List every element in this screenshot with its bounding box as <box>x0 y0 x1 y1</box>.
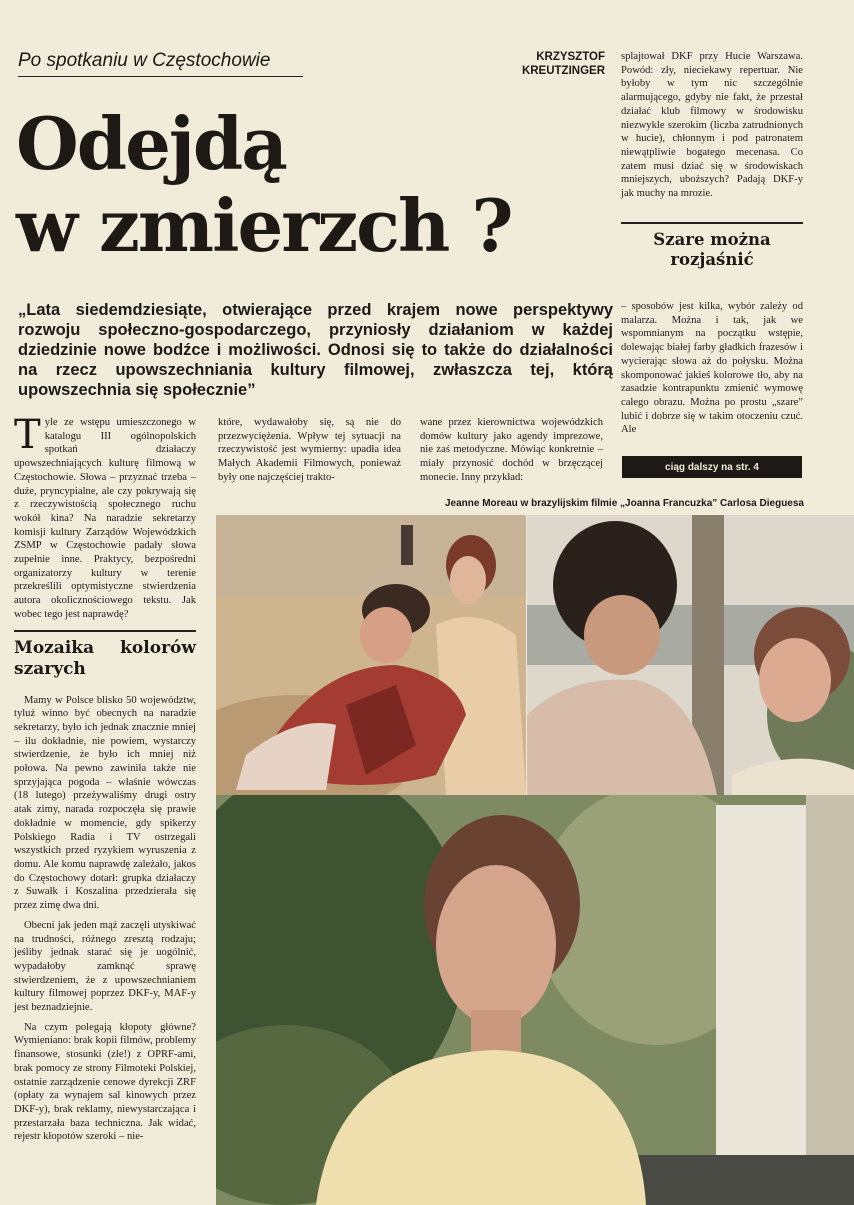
column-1 <box>14 412 196 1144</box>
film-still-embrace <box>216 515 526 795</box>
col4-bottom-text: – sposobów jest kilka, wybór zależy od malarza. Można i tak, jak we wspomnianym na początku wstępie, dolewając białej farby gładkich frazesów i wycierając słowa aż do połysku. Można skomponować jakieś kolorowe tło, aby na zasadzie kontrapunktu zmienić wymowę całego obrazu. Można po prostu „szare” lubić i dobrze się w takim otoczeniu czuć. Ale <box>621 301 803 436</box>
author-last-name: KREUTZINGER <box>521 65 605 77</box>
photo-caption: Jeanne Moreau w brazylijskim filmie „Joanna Francuzka” Carlosa Dieguesa <box>444 498 804 509</box>
col1-paragraph-1: Mamy w Polsce blisko 50 województw, tyluż winno być obecnych na naradzie sekretarzy, było ich jednak znacznie mniej – ilu dokładnie, nie powiem, wystarczy stwierdzenie, że było ich mniej niż połowa. Na pewno zawiniła także nie sprzyjająca pogoda – właśnie wówczas (18 lutego) przeżywaliśmy drugi ostry atak zimy, narada rozpoczęła się prawie dokładnie w momencie, gdy spikerzy Polskiego Radia i TV ostrzegali wszystkich przed ryzykiem wyruszenia z domu. Ale komu naprawdę zależało, jakos do Częstochowy dotarł: grupka działaczy z Suwałk i Koszalina przedzierała się przez zimę dwa dni. <box>14 694 196 912</box>
column-4-top <box>621 50 803 201</box>
col1-paragraph-3: Na czym polegają kłopoty główne? Wymieniano: brak kopii filmów, problemy finansowe, stosunki (złe!) z OPRF-ami, brak pomocy ze strony Filmoteki Polskiej, ostatnie zarządzenie cenowe dyrekcji ZRF (opłaty za wynajem sal kinowych przez DKF-y), brak reklamy, niewystarczająca i przestarzała baza techniczna. Jak widać, rejestr kłopotów szeroki – nie- <box>14 1021 196 1143</box>
kicker: Po spotkaniu w Częstochowie <box>18 50 303 77</box>
col4-top-text: splajtował DKF przy Hucie Warszawa. Powód: zły, nieciekawy repertuar. Nie byłoby w tym nic szczególnie alarmującego, gdyby nie fakt, że przestał działać klub filmowy w środowisku niezwykle szerokim (liczba zatrudnionych w hucie), chłonnym i pod patronatem niewątpliwie bogatego mecenasa. Co zatem musi dziać się w środowiskach mniejszych, uboższych? Padają DKF-y jak muchy na mrozie. <box>621 51 803 200</box>
author-first-name: KRZYSZTOF <box>536 51 605 63</box>
intro-text: yle ze wstępu umieszczonego w katalogu III ogólnopolskich spotkań działaczy upowszechniających kulturę filmową w Częstochowie. Słowa – przyznać trzeba – duże, pryncypialne, ale czy pokrywają się z rzeczywistością społecznego ruchu wokół kina? Na naradzie sekretarzy komisji kultury Zarządów Wojewódzkich ZSMP w Częstochowie padały słowa zupełnie inne. Praktycy, bezpośredni organizatorzy kultury w terenie przekreślili optymistyczne stwierdzenia autora okolicznościowego tekstu. Jak wobec tego jest naprawdę? <box>14 417 196 620</box>
column-4-bottom <box>621 300 803 437</box>
author-byline <box>500 50 605 78</box>
headline-line-2: w zmierzch ? <box>16 183 512 268</box>
drop-cap: T <box>14 412 41 458</box>
film-still-conversation <box>527 515 854 795</box>
col2-text: które, wydawałoby się, są nie do przezwyciężenia. Wpływ tej sytuacji na rzeczywistość jest wymierny: upadła idea Małych Akademii Filmowych, ponieważ były one najczęściej trakto- <box>218 417 401 483</box>
column-2 <box>218 416 401 485</box>
film-still-portrait <box>216 795 854 1205</box>
column-3 <box>420 416 603 485</box>
lead-paragraph: „Lata siedemdziesiąte, otwierające przed krajem nowe perspektywy rozwoju społeczno-gospodarczego, przyniosły działaniom w każdej dziedzinie nowe bodźce i możliwości. Odnosi się to także do działalności na rzecz upowszechniania kultury filmowej, zwłaszcza tej, którą upowszechnia się społecznie” <box>18 301 613 399</box>
col3-text: wane przez kierownictwa wojewódzkich domów kultury jako agendy imprezowe, nie zaś metodyczne. Mówiąc konkretnie – miały przynosić dochód w brzęczącej monecie. Inny przykład: <box>420 417 603 483</box>
headline-line-1: Odejdą <box>16 101 286 186</box>
continued-banner: ciąg dalszy na str. 4 <box>622 456 802 478</box>
intro-paragraph <box>14 412 196 622</box>
subhead-mozaika: Mozaika kolorów szarych <box>14 630 196 680</box>
subhead-szare: Szare można rozjaśnić <box>621 222 803 270</box>
headline <box>16 103 616 267</box>
col1-paragraph-2: Obecni jak jeden mąż zaczęli utyskiwać na trudności, różnego zresztą rodzaju; jeśliby jednak starać się je uogólnić, wypadałoby zamknąć sprawę stwierdzeniem, że z upowszechnianiem kultury filmowej poprzez DKF-y, MAF-y jest beznadziejnie. <box>14 919 196 1014</box>
